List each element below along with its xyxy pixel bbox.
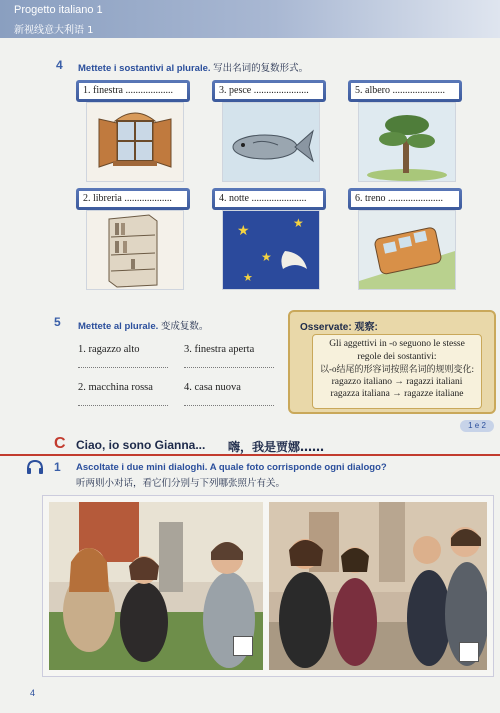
book-title: Progetto italiano 1 [14, 4, 103, 16]
answer-line[interactable] [184, 393, 274, 406]
observate-rule [312, 334, 482, 409]
card-libreria [76, 188, 186, 288]
audio-track-badge[interactable]: 1 e 2 [460, 420, 494, 432]
card-label [76, 188, 190, 210]
svg-text:★: ★ [261, 250, 272, 264]
svg-text:★: ★ [243, 271, 253, 284]
exercise-5-item [184, 344, 274, 368]
card-pesce [212, 80, 322, 180]
card-label [76, 80, 190, 102]
card-label-text[interactable]: 4. notte ...................... [215, 191, 323, 207]
exercise-5-number: 5 [54, 315, 61, 329]
exercise-5-item-text: 2. macchina rossa [78, 382, 153, 393]
photo-2-checkbox[interactable] [459, 642, 479, 662]
observate-box [288, 310, 496, 414]
exercise-5-instruction [78, 318, 208, 332]
section-divider [0, 454, 500, 456]
exercise-4-number: 4 [56, 58, 63, 72]
tree-icon [358, 102, 456, 182]
page-header [0, 0, 500, 38]
exercise-5-instruction-it: Mettete al plurale. [78, 321, 159, 332]
photo-2 [269, 502, 487, 670]
observate-title: Osservate: 观察: [300, 322, 378, 333]
card-label-text[interactable]: 1. finestra ................... [79, 83, 187, 99]
book-subtitle: 新视线意大利语 1 [14, 25, 94, 36]
answer-line[interactable] [78, 393, 168, 406]
fish-icon [222, 102, 320, 182]
card-finestra [76, 80, 186, 180]
exercise-4-instruction-zh: 写出名词的复数形式。 [213, 63, 309, 74]
headphones-icon[interactable] [26, 459, 44, 479]
section-title-it: Ciao, io sono Gianna... [76, 438, 206, 452]
photo-1-checkbox[interactable] [233, 636, 253, 656]
card-label [348, 188, 462, 210]
photo-panel [42, 495, 494, 677]
exercise-1-instruction [76, 462, 486, 489]
bookcase-icon [86, 210, 184, 290]
page-number: 4 [30, 688, 36, 698]
svg-text:★: ★ [237, 223, 250, 239]
exercise-1-instruction-zh: 听两则小对话，看它们分别与下列哪张照片有关。 [76, 478, 286, 489]
rule-example: ragazzo italiano → ragazzi italiani [331, 376, 463, 387]
exercise-1-instruction-it: Ascoltate i due mini dialoghi. A quale foto corrisponde ogni dialogo? [76, 462, 387, 473]
train-icon [358, 210, 456, 290]
card-label [348, 80, 462, 102]
exercise-1-number: 1 [54, 460, 61, 474]
rule-line: 以-o结尾的形容词按照名词的规则变化: [320, 364, 474, 374]
card-label [212, 188, 326, 210]
exercise-5-item-text: 4. casa nuova [184, 382, 241, 393]
exercise-4-instruction-it: Mettete i sostantivi al plurale. [78, 63, 211, 74]
exercise-5-item-text: 1. ragazzo alto [78, 344, 140, 355]
answer-line[interactable] [78, 355, 168, 368]
exercise-5-item [78, 344, 168, 368]
exercise-5-item-text: 3. finestra aperta [184, 344, 255, 355]
exercise-5-item [78, 382, 168, 406]
exercise-5-instruction-zh: 变成复数。 [160, 321, 209, 332]
card-notte [212, 188, 322, 288]
rule-line: Gli aggettivi in -o seguono le stesse [329, 339, 465, 349]
photo-1 [49, 502, 263, 670]
answer-line[interactable] [184, 355, 274, 368]
card-label-text[interactable]: 2. libreria ................... [79, 191, 187, 207]
exercise-4-instruction [78, 60, 308, 74]
night-sky-icon [222, 210, 320, 290]
exercise-5-item [184, 382, 274, 406]
rule-example: ragazza italiana → ragazze italiane [330, 389, 464, 399]
card-albero [348, 80, 458, 180]
window-icon [86, 102, 184, 182]
card-label-text[interactable]: 6. treno ...................... [351, 191, 459, 207]
section-letter: C [54, 435, 66, 452]
card-label-text[interactable]: 3. pesce ...................... [215, 83, 323, 99]
rule-line: regole dei sostantivi: [357, 351, 437, 362]
card-label-text[interactable]: 5. albero ..................... [351, 83, 459, 99]
card-label [212, 80, 326, 102]
card-treno [348, 188, 458, 288]
section-title-zh: 嗨，我是贾娜…… [228, 440, 325, 454]
svg-text:★: ★ [293, 216, 304, 230]
